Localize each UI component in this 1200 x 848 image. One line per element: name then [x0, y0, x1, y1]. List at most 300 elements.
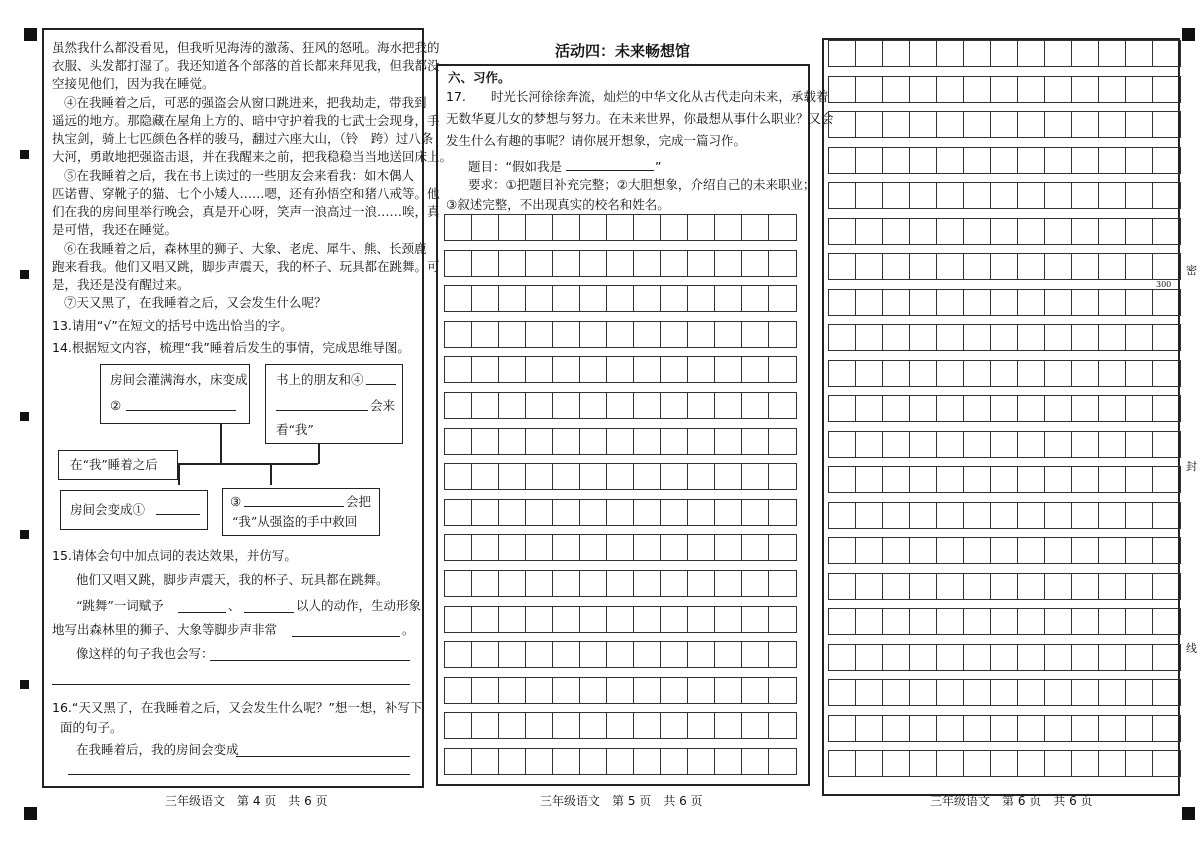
- grid-cell[interactable]: [1153, 219, 1180, 244]
- grid-cell[interactable]: [715, 678, 742, 703]
- grid-cell[interactable]: [1153, 325, 1180, 350]
- grid-cell[interactable]: [1126, 183, 1153, 208]
- grid-cell[interactable]: [580, 322, 607, 347]
- grid-cell[interactable]: [688, 286, 715, 311]
- grid-cell[interactable]: [769, 571, 796, 596]
- grid-cell[interactable]: [910, 183, 937, 208]
- grid-cell[interactable]: [1126, 290, 1153, 315]
- grid-cell[interactable]: [1126, 325, 1153, 350]
- grid-cell[interactable]: [553, 322, 580, 347]
- grid-cell[interactable]: [1045, 361, 1072, 386]
- grid-row[interactable]: [444, 641, 797, 668]
- grid-cell[interactable]: [1099, 751, 1126, 776]
- grid-cell[interactable]: [910, 467, 937, 492]
- grid-cell[interactable]: [1126, 503, 1153, 528]
- grid-cell[interactable]: [1072, 680, 1099, 705]
- grid-row[interactable]: [444, 285, 797, 312]
- grid-cell[interactable]: [883, 361, 910, 386]
- grid-cell[interactable]: [1126, 254, 1153, 279]
- grid-cell[interactable]: [991, 219, 1018, 244]
- grid-cell[interactable]: [1018, 432, 1045, 457]
- grid-cell[interactable]: [829, 41, 856, 66]
- grid-cell[interactable]: [856, 645, 883, 670]
- grid-cell[interactable]: [937, 396, 964, 421]
- grid-cell[interactable]: [769, 215, 796, 240]
- answer-blank-15b[interactable]: [244, 612, 294, 613]
- grid-row[interactable]: [828, 466, 1181, 493]
- grid-cell[interactable]: [742, 571, 769, 596]
- grid-cell[interactable]: [1099, 396, 1126, 421]
- grid-cell[interactable]: [742, 607, 769, 632]
- grid-cell[interactable]: [1072, 645, 1099, 670]
- grid-cell[interactable]: [526, 429, 553, 454]
- grid-cell[interactable]: [829, 183, 856, 208]
- grid-cell[interactable]: [856, 574, 883, 599]
- topic-blank[interactable]: [566, 170, 654, 171]
- grid-cell[interactable]: [472, 607, 499, 632]
- grid-cell[interactable]: [937, 219, 964, 244]
- grid-cell[interactable]: [445, 749, 472, 774]
- grid-cell[interactable]: [499, 464, 526, 489]
- grid-cell[interactable]: [883, 645, 910, 670]
- grid-cell[interactable]: [937, 538, 964, 563]
- grid-cell[interactable]: [607, 500, 634, 525]
- grid-cell[interactable]: [991, 254, 1018, 279]
- grid-cell[interactable]: [553, 642, 580, 667]
- grid-cell[interactable]: [937, 361, 964, 386]
- grid-cell[interactable]: [607, 286, 634, 311]
- grid-cell[interactable]: [910, 574, 937, 599]
- grid-cell[interactable]: [580, 286, 607, 311]
- grid-cell[interactable]: [688, 215, 715, 240]
- grid-row[interactable]: [828, 76, 1181, 103]
- grid-cell[interactable]: [526, 251, 553, 276]
- grid-cell[interactable]: [580, 357, 607, 382]
- grid-cell[interactable]: [991, 645, 1018, 670]
- grid-cell[interactable]: [553, 535, 580, 560]
- grid-cell[interactable]: [856, 325, 883, 350]
- grid-cell[interactable]: [1018, 219, 1045, 244]
- grid-cell[interactable]: [580, 571, 607, 596]
- grid-cell[interactable]: [1153, 148, 1180, 173]
- grid-cell[interactable]: [445, 393, 472, 418]
- grid-cell[interactable]: [715, 500, 742, 525]
- grid-cell[interactable]: [634, 571, 661, 596]
- grid-cell[interactable]: [688, 713, 715, 738]
- grid-cell[interactable]: [715, 535, 742, 560]
- grid-cell[interactable]: [445, 642, 472, 667]
- grid-cell[interactable]: [742, 678, 769, 703]
- grid-cell[interactable]: [991, 503, 1018, 528]
- grid-cell[interactable]: [688, 571, 715, 596]
- grid-cell[interactable]: [1045, 538, 1072, 563]
- grid-row[interactable]: [444, 321, 797, 348]
- grid-cell[interactable]: [607, 393, 634, 418]
- grid-cell[interactable]: [1099, 716, 1126, 741]
- grid-cell[interactable]: [553, 607, 580, 632]
- answer-line-15b[interactable]: [52, 684, 410, 685]
- grid-cell[interactable]: [1018, 183, 1045, 208]
- grid-cell[interactable]: [1072, 432, 1099, 457]
- grid-cell[interactable]: [607, 464, 634, 489]
- grid-cell[interactable]: [580, 535, 607, 560]
- grid-cell[interactable]: [829, 751, 856, 776]
- grid-cell[interactable]: [742, 393, 769, 418]
- grid-cell[interactable]: [964, 77, 991, 102]
- grid-cell[interactable]: [580, 251, 607, 276]
- grid-cell[interactable]: [580, 678, 607, 703]
- grid-cell[interactable]: [1099, 148, 1126, 173]
- grid-cell[interactable]: [1018, 680, 1045, 705]
- grid-cell[interactable]: [472, 322, 499, 347]
- grid-cell[interactable]: [1153, 680, 1180, 705]
- grid-cell[interactable]: [553, 713, 580, 738]
- grid-cell[interactable]: [1045, 716, 1072, 741]
- grid-cell[interactable]: [472, 286, 499, 311]
- grid-cell[interactable]: [526, 286, 553, 311]
- grid-cell[interactable]: [553, 464, 580, 489]
- grid-cell[interactable]: [829, 680, 856, 705]
- grid-cell[interactable]: [742, 500, 769, 525]
- grid-cell[interactable]: [964, 574, 991, 599]
- grid-row[interactable]: [828, 360, 1181, 387]
- grid-cell[interactable]: [1126, 716, 1153, 741]
- grid-cell[interactable]: [910, 219, 937, 244]
- grid-cell[interactable]: [937, 609, 964, 634]
- grid-cell[interactable]: [883, 396, 910, 421]
- composition-grid-page-5[interactable]: [444, 214, 800, 780]
- grid-cell[interactable]: [580, 713, 607, 738]
- grid-cell[interactable]: [1153, 183, 1180, 208]
- grid-cell[interactable]: [856, 751, 883, 776]
- grid-cell[interactable]: [1018, 716, 1045, 741]
- grid-row[interactable]: [828, 644, 1181, 671]
- grid-cell[interactable]: [991, 183, 1018, 208]
- grid-cell[interactable]: [964, 396, 991, 421]
- grid-cell[interactable]: [1126, 645, 1153, 670]
- grid-cell[interactable]: [472, 464, 499, 489]
- grid-cell[interactable]: [1099, 538, 1126, 563]
- grid-cell[interactable]: [445, 357, 472, 382]
- grid-cell[interactable]: [688, 464, 715, 489]
- grid-cell[interactable]: [1072, 183, 1099, 208]
- grid-cell[interactable]: [634, 286, 661, 311]
- grid-cell[interactable]: [937, 325, 964, 350]
- grid-row[interactable]: [444, 499, 797, 526]
- grid-cell[interactable]: [829, 574, 856, 599]
- grid-cell[interactable]: [1072, 77, 1099, 102]
- grid-cell[interactable]: [937, 574, 964, 599]
- grid-cell[interactable]: [742, 713, 769, 738]
- grid-cell[interactable]: [553, 678, 580, 703]
- grid-cell[interactable]: [856, 183, 883, 208]
- grid-cell[interactable]: [883, 609, 910, 634]
- grid-cell[interactable]: [1072, 219, 1099, 244]
- grid-cell[interactable]: [964, 716, 991, 741]
- grid-cell[interactable]: [769, 357, 796, 382]
- grid-cell[interactable]: [964, 467, 991, 492]
- grid-cell[interactable]: [445, 286, 472, 311]
- grid-cell[interactable]: [964, 41, 991, 66]
- grid-cell[interactable]: [1045, 609, 1072, 634]
- grid-cell[interactable]: [1126, 77, 1153, 102]
- grid-cell[interactable]: [883, 148, 910, 173]
- grid-cell[interactable]: [1072, 609, 1099, 634]
- grid-cell[interactable]: [742, 215, 769, 240]
- grid-row[interactable]: [828, 750, 1181, 777]
- grid-cell[interactable]: [829, 112, 856, 137]
- grid-cell[interactable]: [1072, 396, 1099, 421]
- grid-cell[interactable]: [580, 429, 607, 454]
- answer-blank-15c[interactable]: [292, 636, 400, 637]
- grid-cell[interactable]: [991, 325, 1018, 350]
- grid-cell[interactable]: [991, 467, 1018, 492]
- grid-cell[interactable]: [607, 678, 634, 703]
- grid-cell[interactable]: [937, 41, 964, 66]
- grid-cell[interactable]: [607, 607, 634, 632]
- grid-cell[interactable]: [856, 716, 883, 741]
- grid-cell[interactable]: [1099, 361, 1126, 386]
- grid-row[interactable]: [444, 428, 797, 455]
- grid-cell[interactable]: [1018, 290, 1045, 315]
- grid-row[interactable]: [444, 606, 797, 633]
- grid-cell[interactable]: [856, 254, 883, 279]
- grid-cell[interactable]: [937, 467, 964, 492]
- grid-row[interactable]: [444, 748, 797, 775]
- answer-line-16[interactable]: [236, 756, 410, 757]
- grid-cell[interactable]: [769, 464, 796, 489]
- grid-row[interactable]: [828, 40, 1181, 67]
- grid-row[interactable]: [444, 250, 797, 277]
- grid-row[interactable]: [444, 463, 797, 490]
- grid-cell[interactable]: [553, 251, 580, 276]
- grid-cell[interactable]: [856, 680, 883, 705]
- grid-cell[interactable]: [634, 535, 661, 560]
- grid-cell[interactable]: [1045, 183, 1072, 208]
- grid-cell[interactable]: [856, 432, 883, 457]
- grid-cell[interactable]: [910, 361, 937, 386]
- grid-cell[interactable]: [634, 642, 661, 667]
- grid-cell[interactable]: [856, 148, 883, 173]
- grid-cell[interactable]: [910, 290, 937, 315]
- grid-cell[interactable]: [910, 751, 937, 776]
- grid-cell[interactable]: [883, 432, 910, 457]
- grid-cell[interactable]: [883, 680, 910, 705]
- grid-cell[interactable]: [991, 396, 1018, 421]
- grid-cell[interactable]: [769, 642, 796, 667]
- grid-cell[interactable]: [769, 678, 796, 703]
- grid-cell[interactable]: [715, 642, 742, 667]
- grid-cell[interactable]: [1018, 325, 1045, 350]
- grid-cell[interactable]: [715, 464, 742, 489]
- grid-cell[interactable]: [715, 749, 742, 774]
- grid-cell[interactable]: [580, 642, 607, 667]
- grid-cell[interactable]: [526, 713, 553, 738]
- grid-cell[interactable]: [526, 535, 553, 560]
- grid-cell[interactable]: [1072, 254, 1099, 279]
- grid-cell[interactable]: [1126, 41, 1153, 66]
- grid-cell[interactable]: [769, 607, 796, 632]
- grid-cell[interactable]: [937, 716, 964, 741]
- grid-cell[interactable]: [964, 538, 991, 563]
- grid-cell[interactable]: [607, 535, 634, 560]
- grid-row[interactable]: [828, 431, 1181, 458]
- grid-cell[interactable]: [472, 571, 499, 596]
- grid-cell[interactable]: [910, 112, 937, 137]
- grid-cell[interactable]: [1072, 325, 1099, 350]
- grid-cell[interactable]: [1018, 254, 1045, 279]
- grid-cell[interactable]: [472, 429, 499, 454]
- grid-cell[interactable]: [634, 322, 661, 347]
- grid-cell[interactable]: [829, 77, 856, 102]
- grid-cell[interactable]: [580, 500, 607, 525]
- grid-cell[interactable]: [634, 464, 661, 489]
- grid-cell[interactable]: [910, 716, 937, 741]
- grid-cell[interactable]: [1045, 645, 1072, 670]
- grid-cell[interactable]: [526, 642, 553, 667]
- grid-cell[interactable]: [607, 357, 634, 382]
- grid-cell[interactable]: [1018, 467, 1045, 492]
- grid-cell[interactable]: [607, 713, 634, 738]
- grid-cell[interactable]: [1153, 609, 1180, 634]
- answer-line-16b[interactable]: [68, 774, 410, 775]
- grid-cell[interactable]: [910, 41, 937, 66]
- grid-cell[interactable]: [661, 713, 688, 738]
- grid-cell[interactable]: [580, 393, 607, 418]
- grid-cell[interactable]: [1153, 751, 1180, 776]
- grid-cell[interactable]: [1045, 467, 1072, 492]
- grid-cell[interactable]: [499, 642, 526, 667]
- grid-cell[interactable]: [445, 571, 472, 596]
- grid-cell[interactable]: [910, 432, 937, 457]
- grid-cell[interactable]: [499, 251, 526, 276]
- grid-cell[interactable]: [883, 112, 910, 137]
- grid-cell[interactable]: [1153, 538, 1180, 563]
- grid-cell[interactable]: [1153, 290, 1180, 315]
- grid-cell[interactable]: [883, 77, 910, 102]
- grid-cell[interactable]: [1018, 609, 1045, 634]
- grid-cell[interactable]: [1045, 503, 1072, 528]
- grid-cell[interactable]: [910, 645, 937, 670]
- grid-cell[interactable]: [688, 251, 715, 276]
- grid-cell[interactable]: [553, 749, 580, 774]
- grid-cell[interactable]: [1153, 396, 1180, 421]
- grid-cell[interactable]: [445, 713, 472, 738]
- grid-cell[interactable]: [445, 464, 472, 489]
- grid-cell[interactable]: [1153, 503, 1180, 528]
- grid-cell[interactable]: [1018, 77, 1045, 102]
- grid-cell[interactable]: [937, 751, 964, 776]
- grid-cell[interactable]: [499, 713, 526, 738]
- grid-cell[interactable]: [769, 393, 796, 418]
- grid-cell[interactable]: [634, 393, 661, 418]
- grid-cell[interactable]: [1126, 574, 1153, 599]
- grid-cell[interactable]: [1099, 290, 1126, 315]
- grid-cell[interactable]: [856, 219, 883, 244]
- grid-cell[interactable]: [829, 396, 856, 421]
- grid-cell[interactable]: [883, 538, 910, 563]
- grid-cell[interactable]: [1072, 751, 1099, 776]
- grid-row[interactable]: [828, 324, 1181, 351]
- grid-cell[interactable]: [937, 254, 964, 279]
- grid-cell[interactable]: [553, 286, 580, 311]
- grid-cell[interactable]: [1045, 574, 1072, 599]
- grid-cell[interactable]: [634, 678, 661, 703]
- grid-cell[interactable]: [991, 148, 1018, 173]
- grid-cell[interactable]: [472, 251, 499, 276]
- grid-cell[interactable]: [1018, 361, 1045, 386]
- grid-cell[interactable]: [742, 535, 769, 560]
- grid-cell[interactable]: [991, 574, 1018, 599]
- grid-cell[interactable]: [1072, 503, 1099, 528]
- grid-cell[interactable]: [1126, 396, 1153, 421]
- grid-row[interactable]: [444, 392, 797, 419]
- grid-cell[interactable]: [964, 183, 991, 208]
- grid-cell[interactable]: [634, 357, 661, 382]
- grid-cell[interactable]: [1126, 219, 1153, 244]
- grid-cell[interactable]: [769, 286, 796, 311]
- grid-cell[interactable]: [1126, 538, 1153, 563]
- grid-cell[interactable]: [661, 500, 688, 525]
- grid-cell[interactable]: [829, 467, 856, 492]
- grid-row[interactable]: [444, 356, 797, 383]
- answer-blank-2[interactable]: [126, 410, 236, 411]
- grid-row[interactable]: [828, 395, 1181, 422]
- grid-cell[interactable]: [445, 322, 472, 347]
- grid-cell[interactable]: [964, 751, 991, 776]
- grid-cell[interactable]: [856, 41, 883, 66]
- grid-row[interactable]: [444, 570, 797, 597]
- grid-cell[interactable]: [769, 251, 796, 276]
- grid-cell[interactable]: [661, 429, 688, 454]
- grid-cell[interactable]: [910, 538, 937, 563]
- grid-cell[interactable]: [1126, 148, 1153, 173]
- grid-cell[interactable]: [1072, 148, 1099, 173]
- grid-cell[interactable]: [472, 535, 499, 560]
- grid-cell[interactable]: [769, 713, 796, 738]
- grid-cell[interactable]: [553, 571, 580, 596]
- grid-cell[interactable]: [856, 396, 883, 421]
- grid-cell[interactable]: [769, 500, 796, 525]
- grid-cell[interactable]: [910, 148, 937, 173]
- grid-cell[interactable]: [607, 215, 634, 240]
- grid-cell[interactable]: [910, 609, 937, 634]
- grid-cell[interactable]: [472, 215, 499, 240]
- grid-cell[interactable]: [991, 680, 1018, 705]
- grid-cell[interactable]: [1099, 183, 1126, 208]
- grid-cell[interactable]: [829, 219, 856, 244]
- grid-cell[interactable]: [1153, 77, 1180, 102]
- grid-cell[interactable]: [715, 429, 742, 454]
- grid-cell[interactable]: [1018, 396, 1045, 421]
- grid-cell[interactable]: [607, 429, 634, 454]
- grid-cell[interactable]: [856, 503, 883, 528]
- grid-cell[interactable]: [1099, 41, 1126, 66]
- grid-cell[interactable]: [661, 535, 688, 560]
- grid-cell[interactable]: [937, 77, 964, 102]
- grid-cell[interactable]: [910, 396, 937, 421]
- grid-cell[interactable]: [1126, 112, 1153, 137]
- grid-cell[interactable]: [715, 215, 742, 240]
- grid-row[interactable]: [828, 679, 1181, 706]
- grid-cell[interactable]: [937, 503, 964, 528]
- grid-cell[interactable]: [742, 357, 769, 382]
- grid-row[interactable]: [828, 289, 1181, 316]
- grid-cell[interactable]: [1045, 254, 1072, 279]
- grid-cell[interactable]: [526, 749, 553, 774]
- grid-cell[interactable]: [829, 148, 856, 173]
- grid-cell[interactable]: [526, 215, 553, 240]
